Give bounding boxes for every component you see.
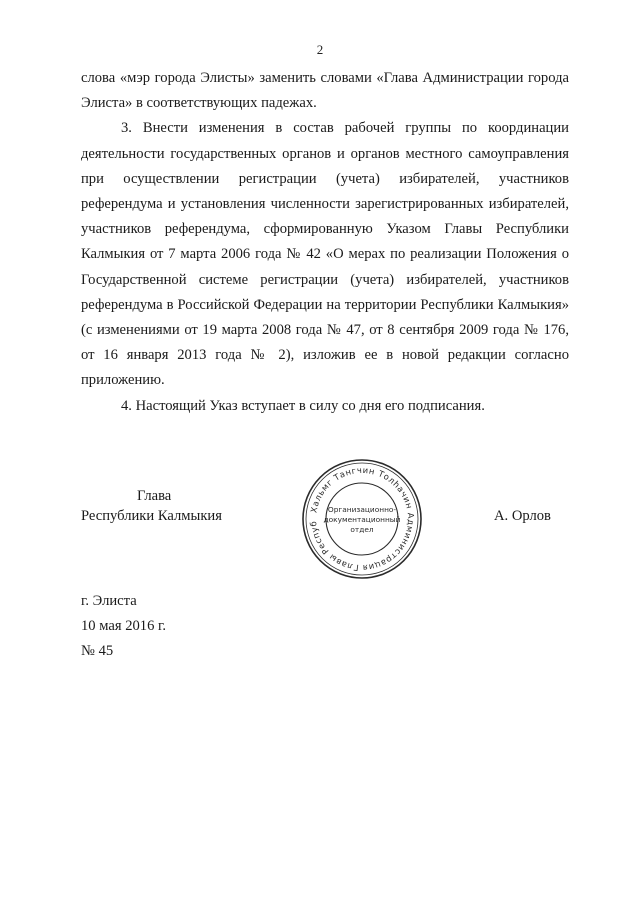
paragraph-2: 3. Внести изменения в состав рабочей группы по координации деятельности государственных органов и органов местного самоуправления при осуществлении регистрации (учета) избирателей, участников референдума и установления численности зарегистрированных избирателей, участников референдума, сформированную Указом Главы Республики Калмыкия от 7 марта 2006 года № 42 «О мерах по реализации Положения о Государственной системе регистрации (учета) избирателей, участников референдума в Российской Федерации на территории Республики Калмыкия» (с изменениями от 19 марта 2008 года № 47, от 8 сентября 2009 года № 176, от 16 января 2013 года № 2), изложив ее в новой редакции согласно приложению. <box>81 120 569 389</box>
seal-inner-line3: отдел <box>350 525 374 534</box>
document-body <box>81 66 569 419</box>
signatory-title-line1: Глава <box>137 488 172 504</box>
seal-outer-text: Хальмг Тангчин Толһачин Администрация Главы Респуб <box>307 464 417 574</box>
seal-inner-line2: документационный <box>323 515 401 524</box>
issue-date: 10 мая 2016 г. <box>81 618 167 635</box>
document-footer <box>81 589 166 665</box>
seal-inner-line1: Организационно- <box>327 505 397 514</box>
issue-place: г. Элиста <box>81 593 137 609</box>
paragraph-1: слова «мэр города Элисты» заменить словами «Глава Администрации города Элиста» в соответствующих падежах. <box>81 70 569 112</box>
decree-number: № 45 <box>81 643 114 660</box>
signatory-title <box>81 486 281 526</box>
signatory-title-line2: Республики Калмыкия <box>81 508 222 524</box>
official-seal <box>300 457 424 581</box>
page-number: 2 <box>316 42 324 57</box>
signatory-name: А. Орлов <box>494 508 551 524</box>
paragraph-3: 4. Настоящий Указ вступает в силу со дня его подписания. <box>121 397 485 414</box>
seal-graphic <box>300 457 424 581</box>
